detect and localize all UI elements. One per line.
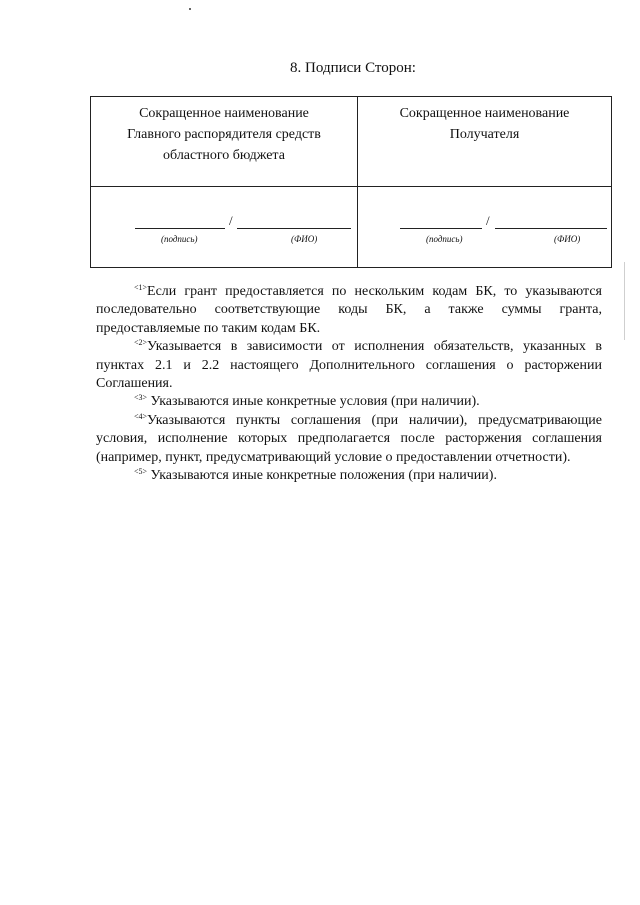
section-title: 8. Подписи Сторон: <box>290 60 416 76</box>
footnote-text: Если грант предоставляется по нескольким кодам БК, то указываются последовательно соответствующие коды БК, а также суммы гранта, предоставляемые по таким кодам БК. <box>96 284 602 336</box>
right-name-line <box>495 228 607 229</box>
left-name-line <box>237 228 351 229</box>
right-party-header <box>358 103 611 145</box>
footnote-text: Указываются иные конкретные положения (при наличии). <box>150 468 497 484</box>
left-party-header <box>91 103 357 166</box>
left-signature-caption: (подпись) <box>161 234 198 244</box>
footnote-marker: <1> <box>134 283 148 292</box>
left-signature-line <box>135 228 225 229</box>
right-name-caption: (ФИО) <box>554 234 581 244</box>
left-header-line: Сокращенное наименование <box>139 106 309 121</box>
right-header-line: Получателя <box>449 127 520 142</box>
left-header-line: Главного распорядителя средств <box>127 127 321 142</box>
left-header-line: областного бюджета <box>163 148 285 163</box>
footnote-marker: <4> <box>134 411 148 421</box>
scan-speck <box>189 8 191 10</box>
signature-table <box>90 96 612 268</box>
footnote <box>96 393 602 411</box>
footnote-text: Указываются иные конкретные условия (при наличии). <box>150 394 480 410</box>
footnote-marker: <3> <box>134 393 148 403</box>
left-name-caption: (ФИО) <box>291 234 318 244</box>
footnote-marker: <5> <box>134 467 148 477</box>
footnote <box>96 412 602 467</box>
footnote <box>96 338 602 393</box>
footnote-marker: <2> <box>134 338 148 348</box>
footnote-text: Указываются пункты соглашения (при наличии), предусматривающие условия, исполнение которых предполагается после расторжения соглашения (например, пункт, предусматривающий условие о предоставлении отчетности). <box>96 412 602 465</box>
scan-edge-mark <box>624 262 625 340</box>
left-separator: / <box>229 213 233 228</box>
right-signature-line <box>400 228 482 229</box>
footnote <box>96 467 602 485</box>
right-separator: / <box>486 213 490 228</box>
right-signature-caption: (подпись) <box>426 234 463 244</box>
footnotes <box>96 283 602 485</box>
table-row-divider <box>91 186 611 187</box>
footnote-text: Указывается в зависимости от исполнения обязательств, указанных в пунктах 2.1 и 2.2 настоящего Дополнительного соглашения о расторжении Соглашения. <box>96 339 602 392</box>
footnote <box>96 283 602 338</box>
right-header-line: Сокращенное наименование <box>399 106 570 121</box>
